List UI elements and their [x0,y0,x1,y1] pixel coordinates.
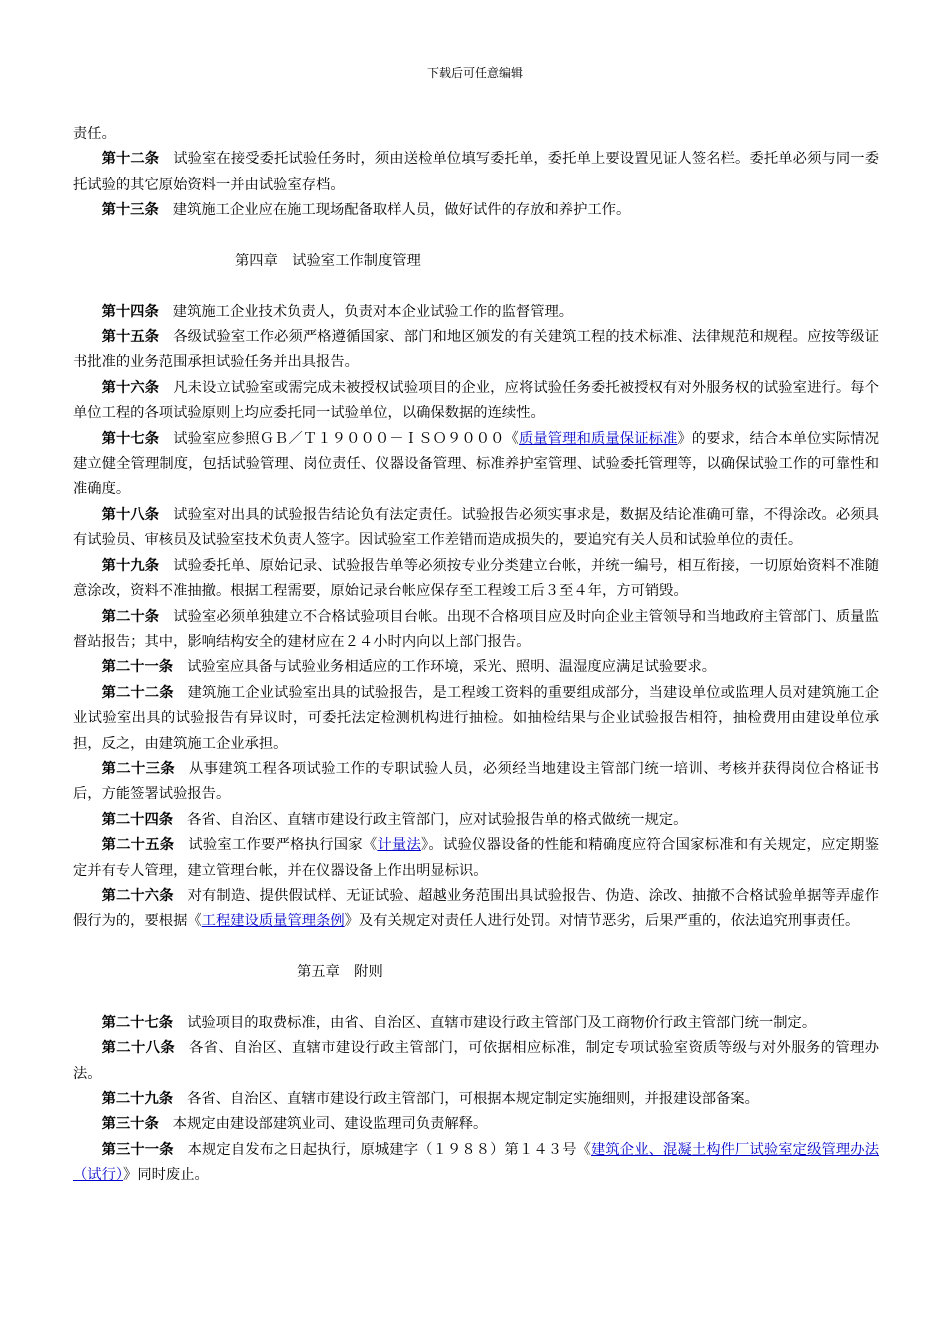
article-number: 第二十七条 [101,1014,174,1031]
article-17: 第十七条 试验室应参照ＧＢ／Ｔ１９０００－ＩＳＯ９０００《质量管理和质量保证标准》的要求，结合本单位实际情况建立健全管理制度，包括试验管理、岗位责任、仪器设备管理、标准养护室管理、试验委托管理等，以确保试验工作的可靠性和准确度。 [73,430,880,498]
link-metrology-law[interactable]: 计量法 [377,837,422,854]
article-number: 第二十九条 [101,1091,174,1107]
chapter-5-heading: 第五章 附则 [297,963,383,980]
article-20: 第二十条 试验室必须单独建立不合格试验项目台帐。出现不合格项目应及时向企业主管领导和当地政府主管部门、质量监督站报告；其中，影响结构安全的建材应在２４小时内向以上部门报告。 [73,608,879,650]
chapter-4-heading: 第四章 试验室工作制度管理 [235,252,421,269]
article-number: 第二十四条 [101,811,174,828]
article-number: 第十七条 [101,430,160,447]
article-18: 第十八条 试验室对出具的试验报告结论负有法定责任。试验报告必须实事求是，数据及结论准确可靠，不得涂改。必须具有试验员、审核员及试验室技术负责人签字。因试验室工作差错而造成损失的，要追究有关人员和试验单位的责任。 [73,506,879,549]
article-number: 第十五条 [101,329,160,346]
article-number: 第二十三条 [101,760,176,777]
article-number: 第二十八条 [101,1040,176,1057]
article-number: 第十六条 [101,379,160,396]
article-23: 第二十三条 从事建筑工程各项试验工作的专职试验人员，必须经当地建设主管部门统一培训、考核并获得岗位合格证书后，方能签署试验报告。 [73,760,880,803]
article-15: 第十五条 各级试验室工作必须严格遵循国家、部门和地区颁发的有关建筑工程的技术标准、法律规范和规程。应按等级证书批准的业务范围承担试验任务并出具报告。 [73,329,879,371]
article-16: 第十六条 凡未设立试验室或需完成未被授权试验项目的企业，应将试验任务委托被授权有对外服务权的试验室进行。每个单位工程的各项试验原则上均应委托同一试验单位，以确保数据的连续性。 [73,379,879,422]
link-construction-quality-regulation[interactable]: 工程建设质量管理条例 [201,913,345,930]
article-number: 第二十五条 [101,837,175,854]
article-number: 第二十六条 [101,887,174,904]
article-number: 第二十一条 [101,659,174,676]
article-13: 第十三条 建筑施工企业应在施工现场配备取样人员，做好试件的存放和养护工作。 [101,202,631,219]
article-14: 第十四条 建筑施工企业技术负责人，负责对本企业试验工作的监督管理。 [101,303,574,320]
article-number: 第十二条 [101,151,160,168]
article-27: 第二十七条 试验项目的取费标准，由省、自治区、直辖市建设行政主管部门及工商物价行政主管部门统一制定。 [101,1014,817,1031]
page-header: 下载后可任意编辑 [426,66,523,80]
article-number: 第十八条 [101,506,160,523]
article-number: 第二十二条 [101,684,174,701]
article-number: 第十四条 [101,303,159,320]
article-22: 第二十二条 建筑施工企业试验室出具的试验报告，是工程竣工资料的重要组成部分，当建设单位或监理人员对建筑施工企业试验室出具的试验报告有异议时，可委托法定检测机构进行抽检。如抽检结果与企业试验报告相符，抽检费用由建设单位承担，反之，由建筑施工企业承担。 [73,684,879,752]
link-quality-standard[interactable]: 质量管理和质量保证标准 [518,430,678,447]
article-30: 第三十条 本规定由建设部建筑业司、建设监理司负责解释。 [101,1116,488,1133]
article-number: 第二十条 [101,608,160,625]
article-number: 第十九条 [101,557,160,574]
article-26: 第二十六条 对有制造、提供假试样、无证试验、超越业务范围出具试验报告、伪造、涂改、抽撤不合格试验单据等弄虚作假行为的，要根据《工程建设质量管理条例》及有关规定对责任人进行处罚。对情节恶劣，后果严重的，依法追究刑事责任。 [73,887,879,930]
document-body [73,122,879,1189]
article-24: 第二十四条 各省、自治区、直辖市建设行政主管部门，应对试验报告单的格式做统一规定。 [101,811,688,828]
article-21: 第二十一条 试验室应具备与试验业务相适应的工作环境，采光、照明、温湿度应满足试验要求。 [101,659,717,676]
article-12: 第十二条 试验室在接受委托试验任务时，须由送检单位填写委托单，委托单上要设置见证人签名栏。委托单必须与同一委托试验的其它原始资料一并由试验室存档。 [73,151,879,193]
link-lab-grading-measures[interactable]: 建筑企业、混凝土构件厂试验室定级管理办法（试行） [73,1141,880,1184]
article-29: 第二十九条 各省、自治区、直辖市建设行政主管部门，可根据本规定制定实施细则，并报建设部备案。 [101,1091,759,1107]
article-28: 第二十八条 各省、自治区、直辖市建设行政主管部门，可依据相应标准，制定专项试验室资质等级与对外服务的管理办法。 [73,1040,880,1082]
article-number: 第三十一条 [101,1141,174,1158]
article-25: 第二十五条 试验室工作要严格执行国家《计量法》。试验仪器设备的性能和精确度应符合国家标准和有关规定，应定期鉴定并有专人管理，建立管理台帐，并在仪器设备上作出明显标识。 [73,837,880,879]
article-number: 第三十条 [101,1116,159,1133]
article-31: 第三十一条 本规定自发布之日起执行，原城建字（１９８８）第１４３号《建筑企业、混凝土构件厂试验室定级管理办法（试行）》同时废止。 [73,1141,880,1184]
article-19: 第十九条 试验委托单、原始记录、试验报告单等必须按专业分类建立台帐，并统一编号，相互衔接，一切原始资料不准随意涂改，资料不准抽撤。根据工程需要，原始记录台帐应保存至工程竣工后３至４年，方可销毁。 [73,557,879,600]
paragraph-continuation: 责任。 [73,126,116,142]
article-number: 第十三条 [101,202,159,219]
